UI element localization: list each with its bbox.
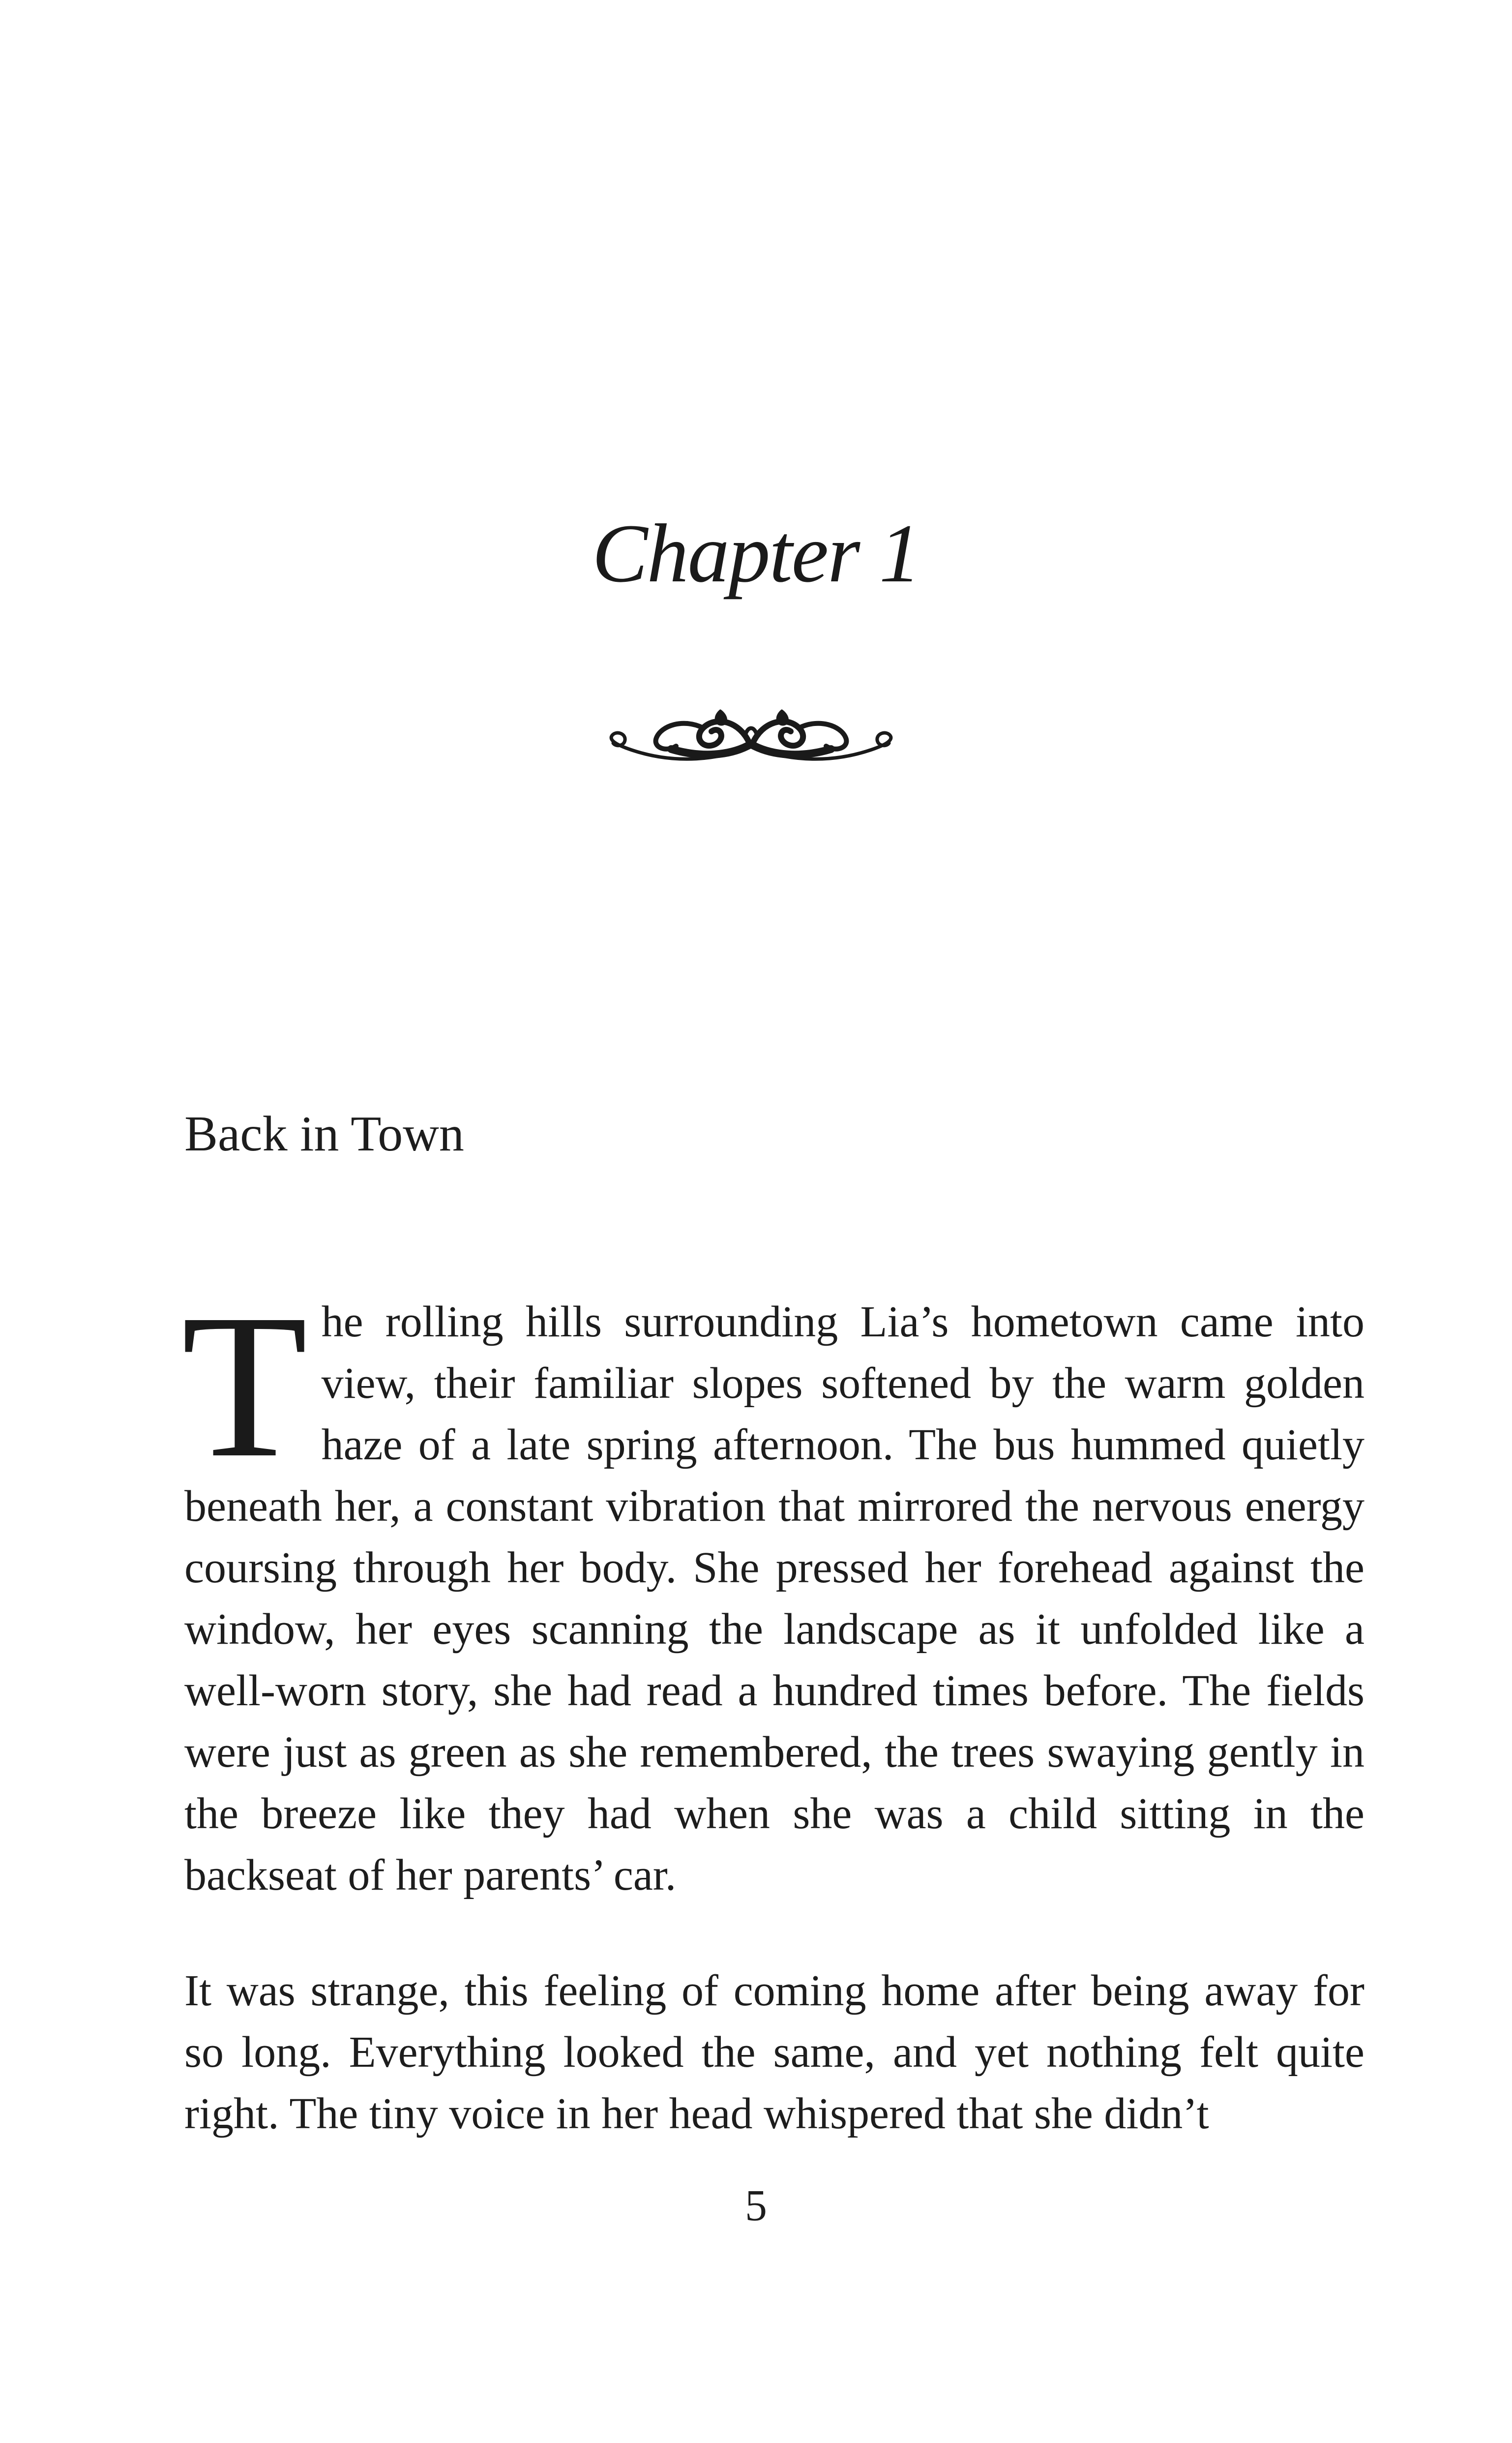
drop-cap: T bbox=[181, 1271, 308, 1500]
section-heading: Back in Town bbox=[184, 1106, 464, 1162]
page-number: 5 bbox=[745, 2181, 767, 2230]
flourish-ornament-icon bbox=[597, 691, 905, 775]
paragraph-2: It was strange, this feeling of coming home after being away for so long. Everything looked the same, and yet nothing felt quite right. The tiny voice in her head whispered that she didn’t bbox=[184, 1966, 1364, 2138]
chapter-title: Chapter 1 bbox=[592, 507, 920, 600]
paragraph-1 bbox=[181, 1271, 1364, 1906]
paragraph-1-text: he rolling hills surrounding Lia’s hometown came into view, their familiar slopes softened by the warm golden haze of a late spring afternoon. The bus hummed quietly beneath her, a constant vibration that mirrored the nervous energy coursing through her body. She pressed her forehead against the window, her eyes scanning the landscape as it unfolded like a well-worn story, she had read a hundred times before. The fields were just as green as she remembered, the trees swaying gently in the breeze like they had when she was a child sitting in the backseat of her parents’ car. bbox=[184, 1297, 1364, 1900]
